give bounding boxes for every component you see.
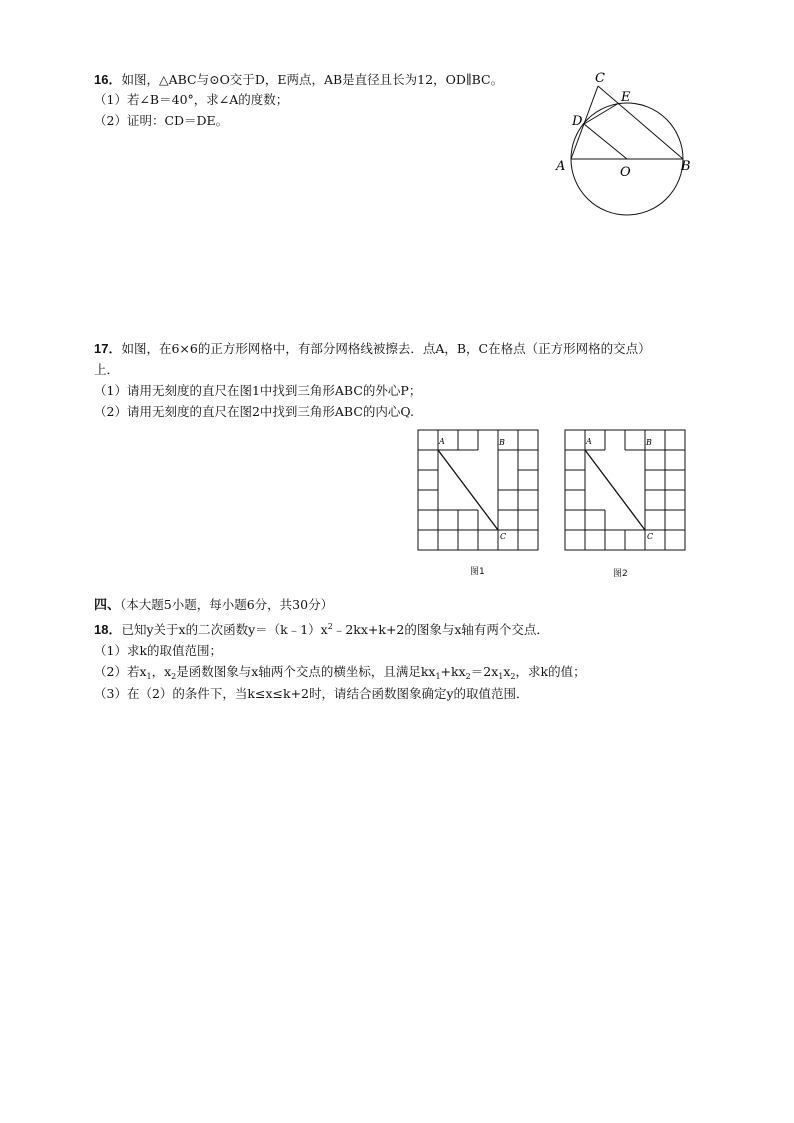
q18-part2-text-e: ＝2x [470, 664, 499, 679]
label-c: C [595, 71, 605, 86]
label-a: A [556, 159, 566, 174]
label-e: E [621, 90, 631, 105]
q17-stem-2: 上． [94, 362, 120, 377]
q17-figure1-grid [416, 428, 540, 552]
fig2-label-a: A [586, 437, 592, 446]
q18-part2-sub6: 2 [510, 672, 516, 681]
fig1-caption: 图1 [470, 567, 485, 577]
q18-part2-sub3: 1 [435, 672, 441, 681]
q18-stem-b: ﹣2kx+k+2的图象与x轴有两个交点． [332, 622, 549, 637]
q16-figure [548, 64, 708, 228]
q18-part2 [94, 664, 586, 680]
q18-part2-text-f: x [503, 664, 511, 679]
q16-stem: 如图，△ABC与⊙O交于D，E两点，AB是直径且长为12，OD∥BC。 [121, 72, 504, 87]
q16-part2: （2）证明：CD＝DE。 [94, 113, 229, 128]
section4-note: （本大题5小题，每小题6分，共30分） [120, 597, 334, 612]
segment-od [584, 124, 627, 159]
q18-part2-text-g: ，求k的值； [515, 664, 586, 679]
q17-part2: （2）请用无刻度的直尺在图2中找到三角形ABC的内心Q. [94, 404, 415, 419]
section4-heading [94, 597, 333, 613]
q18-part2-text-a: （2）若x [94, 664, 147, 679]
segment-cb [598, 86, 683, 159]
q18-part1: （1）求k的取值范围； [94, 643, 223, 658]
q17-part1: （1）请用无刻度的直尺在图1中找到三角形ABC的外心P； [94, 383, 422, 398]
section4-number: 四、 [94, 597, 121, 612]
q18-part3: （3）在（2）的条件下，当k≤x≤k+2时，请结合函数图象确定y的取值范围． [94, 686, 529, 701]
q18-part2-sub4: 2 [465, 672, 471, 681]
q18-stem-sup: 2 [327, 622, 333, 631]
fig1-label-a: A [439, 437, 445, 446]
fig1-label-b: B [499, 438, 505, 447]
q18-part2-sub2: 2 [171, 672, 177, 681]
q17-number: 17． [94, 341, 122, 356]
segment-de [584, 103, 619, 124]
q16-part1: （1）若∠B＝40°，求∠A的度数； [94, 92, 289, 107]
q18-stem-line [94, 622, 549, 638]
fig2-caption: 图2 [613, 569, 628, 579]
label-b: B [681, 159, 691, 174]
fig2-label-b: B [646, 438, 652, 447]
label-o: O [620, 165, 631, 180]
q17-figure2-grid [563, 428, 687, 552]
fig2-label-c: C [647, 532, 654, 541]
fig1-label-c: C [500, 532, 507, 541]
q18-part2-sub1: 1 [146, 672, 152, 681]
label-d: D [572, 114, 583, 129]
q18-part2-text-b: ，x [151, 664, 172, 679]
q16-number: 16． [94, 72, 122, 87]
q17-stem-1: 如图，在6×6的正方形网格中，有部分网格线被擦去．点A，B，C在格点（正方形网格的交点） [121, 341, 651, 356]
q18-part2-text-c: 是函数图象与x轴两个交点的横坐标，且满足kx [176, 664, 436, 679]
q16-stem-line [94, 72, 503, 88]
q17-stem-line1 [94, 341, 651, 357]
q18-number: 18． [94, 622, 122, 637]
q18-part2-text-d: +kx [440, 664, 466, 679]
q18-part2-sub5: 1 [498, 672, 504, 681]
q18-stem-a: 已知y关于x的二次函数y＝（k﹣1）x [121, 622, 328, 637]
